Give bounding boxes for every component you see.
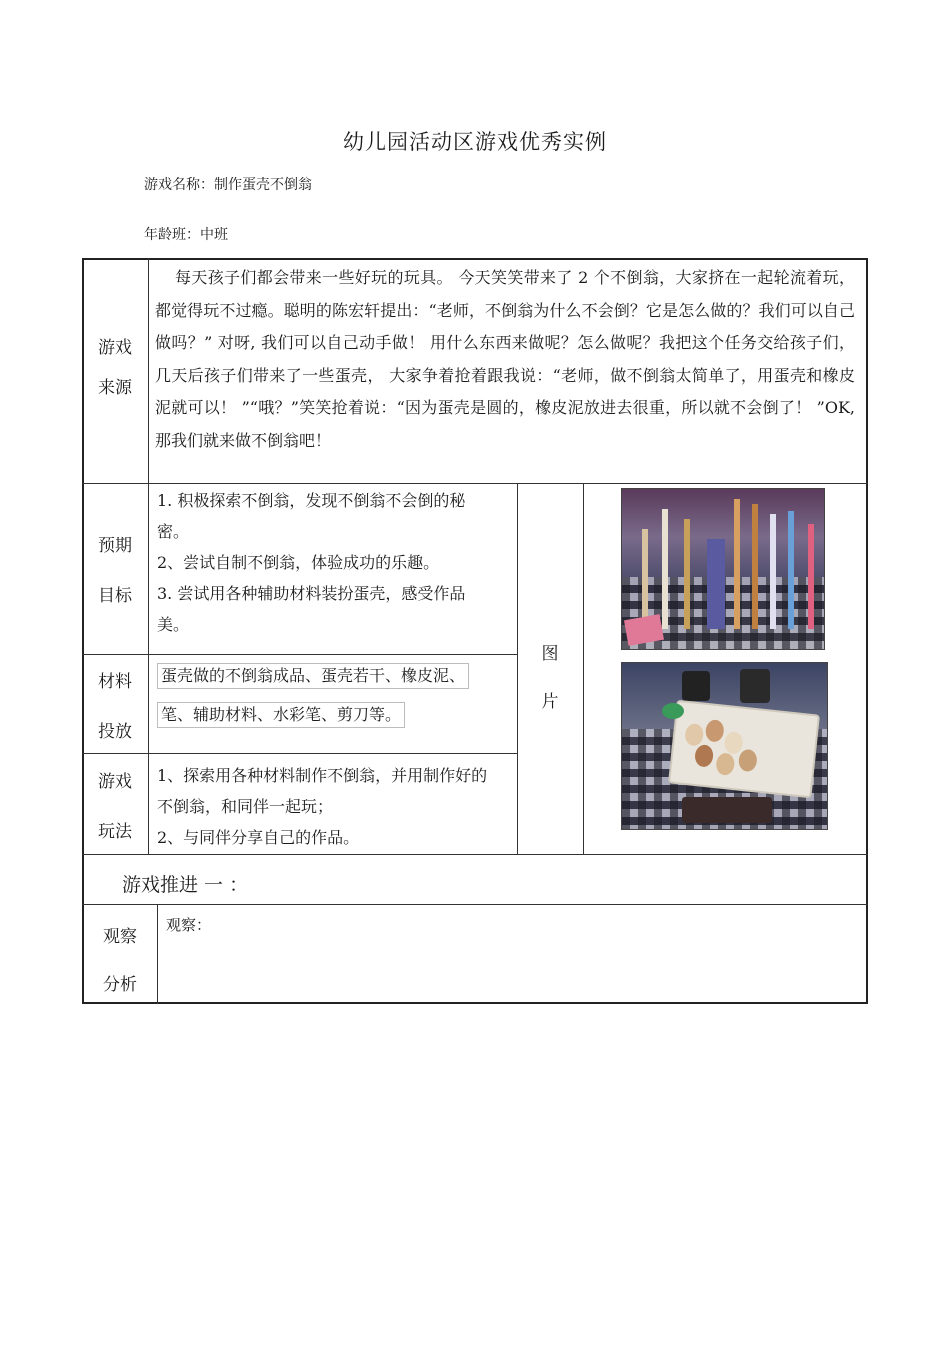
play-label: 游戏 玩法 bbox=[98, 772, 132, 842]
play-item: 1、探索用各种材料制作不倒翁，并用制作好的不倒翁，和同伴一起玩； bbox=[157, 766, 488, 816]
col-divider bbox=[517, 483, 518, 854]
game-advance-heading: 游戏推进 一 ： bbox=[122, 874, 249, 896]
play-item: 2、与同伴分享自己的作品。 bbox=[157, 828, 360, 847]
goals-label: 预期 目标 bbox=[98, 536, 132, 606]
goal-item: 2、尝试自制不倒翁，体验成功的乐趣。 bbox=[157, 553, 440, 572]
row-divider bbox=[82, 854, 868, 855]
page-title: 幼儿园活动区游戏优秀实例 bbox=[343, 130, 607, 154]
source-text: 每天孩子们都会带来一些好玩的玩具。 今天笑笑带来了 2 个不倒翁，大家挤在一起轮流着玩，都觉得玩不过瘾。聪明的陈宏轩提出：“老师，不倒翁为什么不会倒？它是怎么做的？我们可以自己做吗？” 对呀, 我们可以自己动手做！ 用什么东西来做呢？怎么做呢？我把这个任务交给孩子们， 几天后孩子们带来了一些蛋壳， 大家争着抢着跟我说：“老师，做不倒翁太简单了，用蛋壳和橡皮泥就可以！ ”“哦？”笑笑抢着说：“因为蛋壳是圆的，橡皮泥放进去很重，所以就不会倒了！ ”OK, 那我们就来做不倒翁吧！ bbox=[155, 268, 855, 450]
observe-label: 观察 分析 bbox=[103, 927, 137, 995]
observe-text: 观察： bbox=[166, 916, 212, 934]
photo-art-supplies bbox=[621, 488, 825, 650]
goals-list bbox=[157, 485, 497, 640]
age-class: 年龄班：中班 bbox=[144, 227, 228, 243]
col-divider bbox=[583, 483, 584, 854]
row-divider bbox=[82, 483, 868, 484]
game-name: 游戏名称：制作蛋壳不倒翁 bbox=[144, 177, 312, 193]
row-divider bbox=[82, 904, 868, 905]
col-divider bbox=[148, 258, 149, 854]
col-divider bbox=[157, 904, 158, 1004]
materials-line: 蛋壳做的不倒翁成品、蛋壳若干、橡皮泥、 bbox=[157, 663, 469, 689]
photo-eggshells-tray bbox=[621, 662, 828, 830]
goal-item: 3. 尝试用各种辅助材料装扮蛋壳，感受作品美。 bbox=[157, 584, 466, 634]
picture-label: 图 片 bbox=[541, 644, 559, 712]
source-label: 游戏 来源 bbox=[98, 338, 132, 398]
play-list bbox=[157, 760, 497, 853]
goal-item: 1. 积极探索不倒翁，发现不倒翁不会倒的秘密。 bbox=[157, 491, 466, 541]
materials-text bbox=[157, 660, 509, 738]
materials-line: 笔、辅助材料、水彩笔、剪刀等。 bbox=[157, 702, 405, 728]
materials-label: 材料 投放 bbox=[98, 672, 132, 742]
